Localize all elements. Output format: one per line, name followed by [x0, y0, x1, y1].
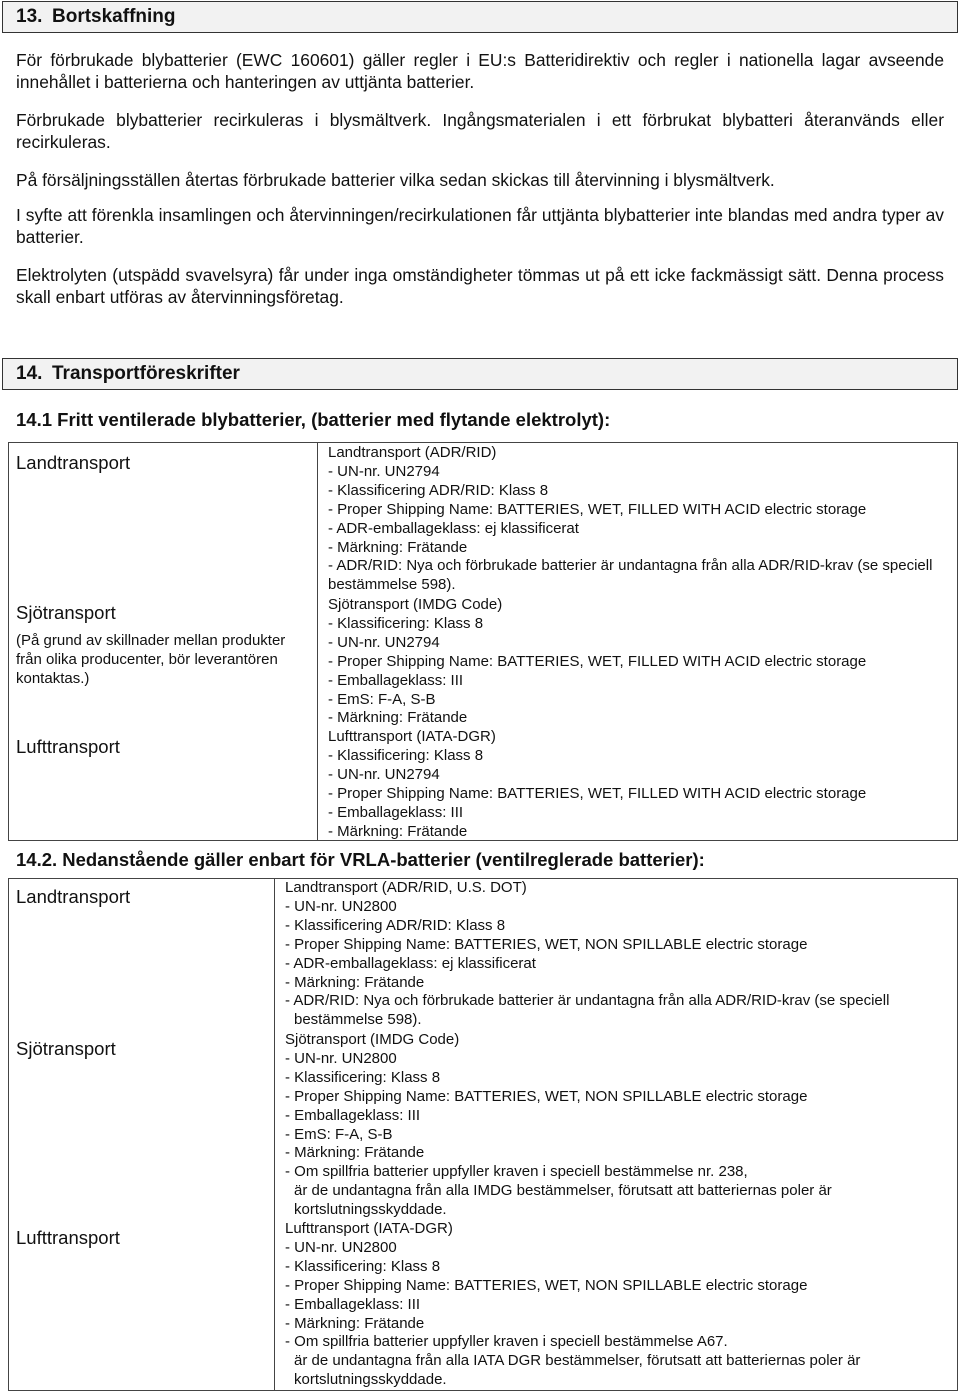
detail-line: - Märkning: Frätande — [328, 538, 468, 556]
detail-line: Sjötransport (IMDG Code) — [285, 1031, 460, 1048]
section-13-header — [2, 1, 958, 33]
detail-line: - Om spillfria batterier uppfyller kraven i speciell bestämmelse nr. 238, — [285, 1163, 748, 1181]
detail-line: - Klassificering: Klass 8 — [328, 614, 484, 632]
paragraph: I syfte att förenkla insamlingen och återvinningen/recirkulationen får uttjänta blybatterier inte blandas med andra typer av batterier. — [16, 205, 944, 247]
detail-line: kortslutningsskyddade. — [294, 1371, 447, 1389]
detail-line: - Klassificering: Klass 8 — [328, 746, 484, 764]
sea-transport-details — [285, 1031, 955, 1220]
detail-line: - Emballageklass: III — [285, 1106, 421, 1124]
section-14-header — [2, 358, 958, 390]
paragraph: Förbrukade blybatterier recirkuleras i blysmältverk. Ingångsmaterialen i ett förbrukat blybatteri återanvänds eller recirkuleras. — [16, 110, 944, 152]
paragraph: På försäljningsställen återtas förbrukade batterier vilka sedan skickas till återvinning i blysmältverk. — [16, 170, 775, 190]
detail-line: Sjötransport (IMDG Code) — [328, 596, 503, 613]
detail-line: är de undantagna från alla IMDG bestämmelser, förutsatt att batteriernas poler är — [294, 1182, 832, 1200]
sea-transport-label: Sjötransport — [16, 1038, 116, 1059]
detail-line: - UN-nr. UN2800 — [285, 1049, 397, 1067]
column-divider — [317, 443, 318, 840]
detail-line: - Märkning: Frätande — [285, 1144, 425, 1162]
detail-line: - Emballageklass: III — [285, 1295, 421, 1313]
detail-line: - Märkning: Frätande — [328, 709, 468, 727]
detail-line: - UN-nr. UN2794 — [328, 633, 440, 651]
detail-line: - Märkning: Frätande — [328, 822, 468, 840]
section-title: Bortskaffning — [52, 6, 176, 27]
detail-line: - Proper Shipping Name: BATTERIES, WET, NON SPILLABLE electric storage — [285, 935, 808, 953]
detail-line: - Klassificering ADR/RID: Klass 8 — [285, 916, 506, 934]
detail-line: - Proper Shipping Name: BATTERIES, WET, NON SPILLABLE electric storage — [285, 1087, 808, 1105]
detail-line: Lufttransport (IATA-DGR) — [328, 728, 496, 745]
transport-table-14-2 — [8, 878, 958, 1391]
detail-line: - UN-nr. UN2800 — [285, 897, 397, 915]
land-transport-details — [328, 444, 948, 595]
detail-line: - Om spillfria batterier uppfyller kraven i speciell bestämmelse A67. — [285, 1333, 728, 1351]
detail-line: - Proper Shipping Name: BATTERIES, WET, NON SPILLABLE electric storage — [285, 1276, 808, 1294]
air-transport-label: Lufttransport — [16, 1227, 120, 1248]
detail-line: Landtransport (ADR/RID, U.S. DOT) — [285, 879, 527, 896]
detail-line: - Märkning: Frätande — [285, 973, 425, 991]
section-number: 13. — [16, 6, 43, 27]
detail-line: - Proper Shipping Name: BATTERIES, WET, FILLED WITH ACID electric storage — [328, 652, 867, 670]
air-transport-details — [285, 1220, 955, 1390]
detail-line: - UN-nr. UN2794 — [328, 765, 440, 783]
detail-line: - UN-nr. UN2800 — [285, 1238, 397, 1256]
detail-line: - Emballageklass: III — [328, 671, 464, 689]
detail-line: - ADR/RID: Nya och förbrukade batterier är undantagna från alla ADR/RID-krav (se speciell bestämmelse 598). — [328, 557, 933, 594]
subsection-14-2-heading: 14.2. Nedanstående gäller enbart för VRLA-batterier (ventilreglerade batterier): — [16, 849, 705, 870]
subsection-14-1-heading: 14.1 Fritt ventilerade blybatterier, (batterier med flytande elektrolyt): — [16, 409, 611, 430]
detail-line: - Klassificering: Klass 8 — [285, 1068, 441, 1086]
detail-line: - Emballageklass: III — [328, 803, 464, 821]
sea-transport-label: Sjötransport — [16, 602, 116, 623]
section-number: 14. — [16, 363, 43, 384]
land-transport-details — [285, 879, 955, 1030]
detail-line: - Klassificering ADR/RID: Klass 8 — [328, 481, 549, 499]
detail-line: - UN-nr. UN2794 — [328, 462, 440, 480]
detail-line: - ADR-emballageklass: ej klassificerat — [328, 519, 579, 537]
land-transport-label: Landtransport — [16, 886, 131, 907]
sea-transport-details — [328, 596, 948, 728]
detail-line: - ADR-emballageklass: ej klassificerat — [285, 954, 536, 972]
air-transport-details — [328, 728, 948, 841]
detail-line: Landtransport (ADR/RID) — [328, 444, 497, 461]
air-transport-label: Lufttransport — [16, 736, 120, 757]
land-transport-label: Landtransport — [16, 452, 131, 473]
detail-line: - Klassificering: Klass 8 — [285, 1257, 441, 1275]
detail-line: - ADR/RID: Nya och förbrukade batterier är undantagna från alla ADR/RID-krav (se speciell — [285, 992, 890, 1010]
detail-line: Lufttransport (IATA-DGR) — [285, 1220, 453, 1237]
column-divider — [274, 879, 275, 1390]
detail-line: - EmS: F-A, S-B — [328, 690, 436, 708]
transport-table-14-1 — [8, 442, 958, 841]
detail-line: bestämmelse 598). — [294, 1011, 422, 1029]
detail-line: - Proper Shipping Name: BATTERIES, WET, FILLED WITH ACID electric storage — [328, 784, 867, 802]
sea-transport-note: (På grund av skillnader mellan produkter från olika producenter, bör leverantören kontaktas.) — [16, 632, 286, 687]
detail-line: kortslutningsskyddade. — [294, 1201, 447, 1219]
detail-line: - EmS: F-A, S-B — [285, 1125, 393, 1143]
paragraph: Elektrolyten (utspädd svavelsyra) får under inga omständigheter tömmas ut på ett icke fackmässigt sätt. Denna process skall enbart utföras av återvinningsföretag. — [16, 265, 944, 307]
detail-line: - Proper Shipping Name: BATTERIES, WET, FILLED WITH ACID electric storage — [328, 500, 867, 518]
paragraph: För förbrukade blybatterier (EWC 160601) gäller regler i EU:s Batteridirektiv och regler i nationella lagar avseende innehållet i batterierna och hanteringen av uttjänta batterier. — [16, 50, 944, 92]
detail-line: - Märkning: Frätande — [285, 1314, 425, 1332]
section-title: Transportföreskrifter — [52, 363, 240, 384]
detail-line: är de undantagna från alla IATA DGR bestämmelser, förutsatt att batteriernas poler är — [294, 1352, 861, 1370]
